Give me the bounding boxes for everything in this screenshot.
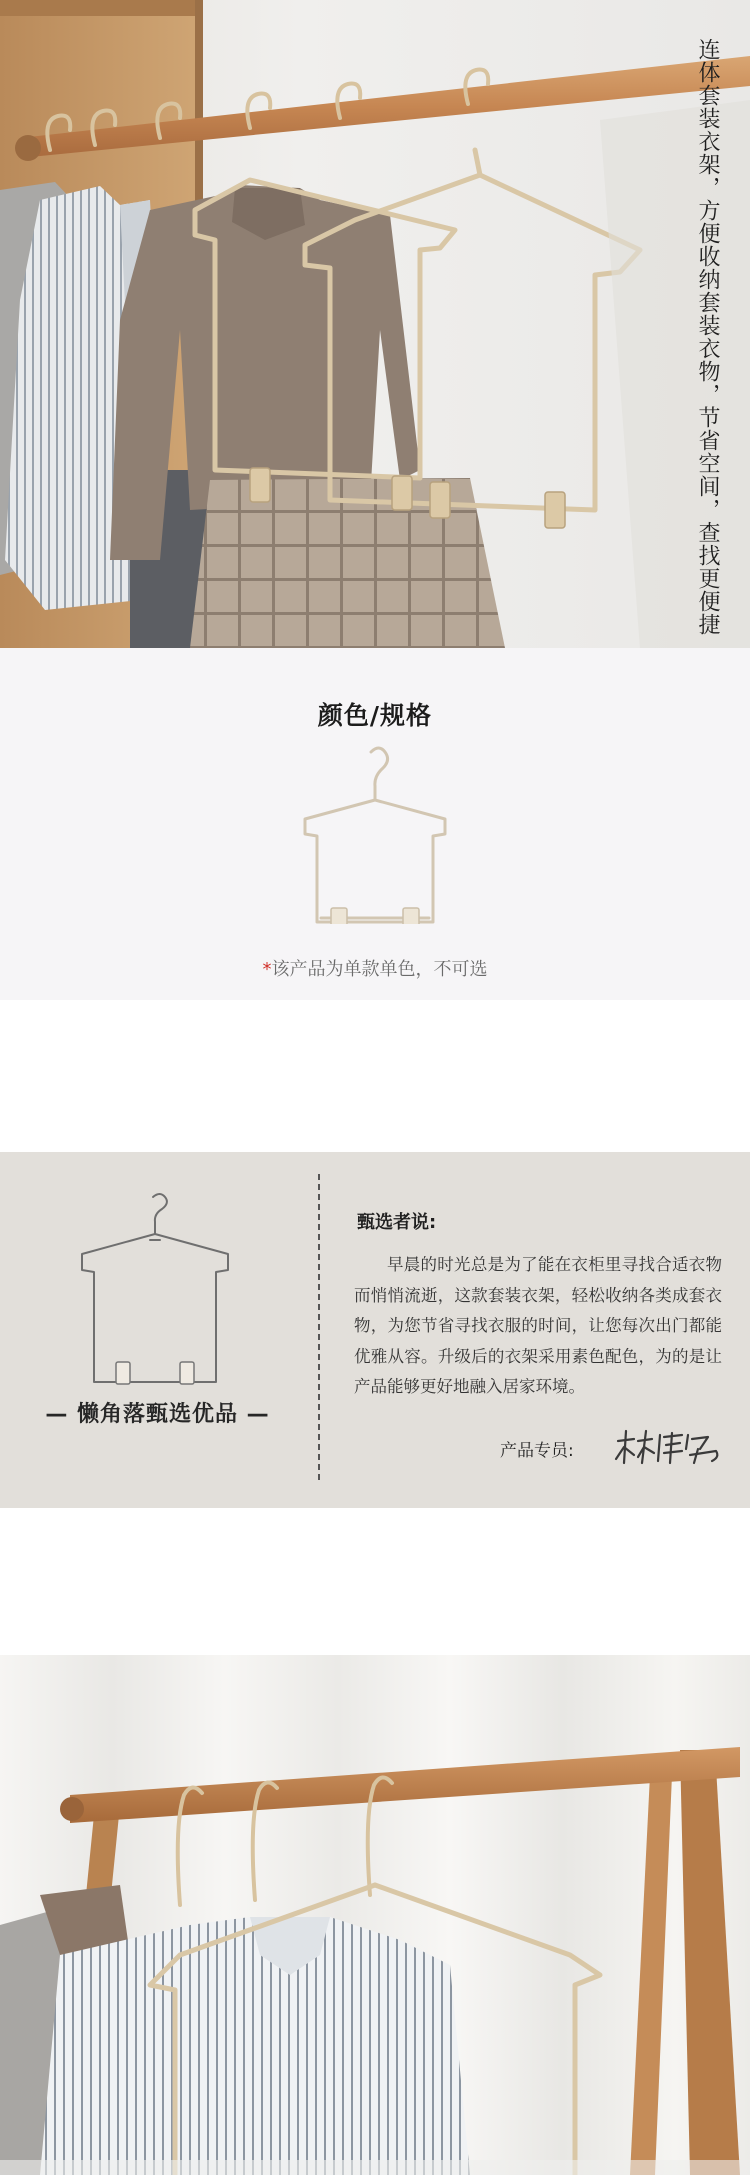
curator-body-text: 早晨的时光总是为了能在衣柜里寻找合适衣物而悄悄流逝，这款套装衣架，轻松收纳各类成套衣物，为您节省寻找衣服的时间，让您每次出门都能优雅从容。升级后的衣架采用素色配色，为的是让产品能够更好地融入居家环境。 xyxy=(354,1255,722,1396)
hero-photo xyxy=(0,0,750,648)
brand-slogan: — 懒角落甄选优品 — xyxy=(45,1402,270,1427)
color-spec-section xyxy=(0,648,750,1000)
bottom-photo-illustration xyxy=(0,1655,750,2175)
curator-heading: 甄选者说: xyxy=(357,1212,437,1233)
hero-photo-illustration xyxy=(0,0,750,648)
signature-label: 产品专员: xyxy=(500,1441,574,1461)
curator-section xyxy=(0,1152,750,1508)
handwritten-signature xyxy=(612,1427,722,1467)
required-star: * xyxy=(262,959,272,980)
hanger-swatch-icon[interactable] xyxy=(295,744,455,924)
bottom-photo xyxy=(0,1655,750,2175)
spec-title: 颜色/规格 xyxy=(317,701,433,730)
hanger-outline-icon xyxy=(70,1192,240,1392)
curator-signature-block xyxy=(500,1427,730,1467)
spec-note-text: 该产品为单款单色，不可选 xyxy=(271,959,488,980)
hero-caption: 连体套装衣架，方便收纳套装衣物，节省空间，查找更便捷 xyxy=(695,38,720,636)
spec-note xyxy=(0,955,750,981)
dashed-divider xyxy=(318,1174,320,1480)
